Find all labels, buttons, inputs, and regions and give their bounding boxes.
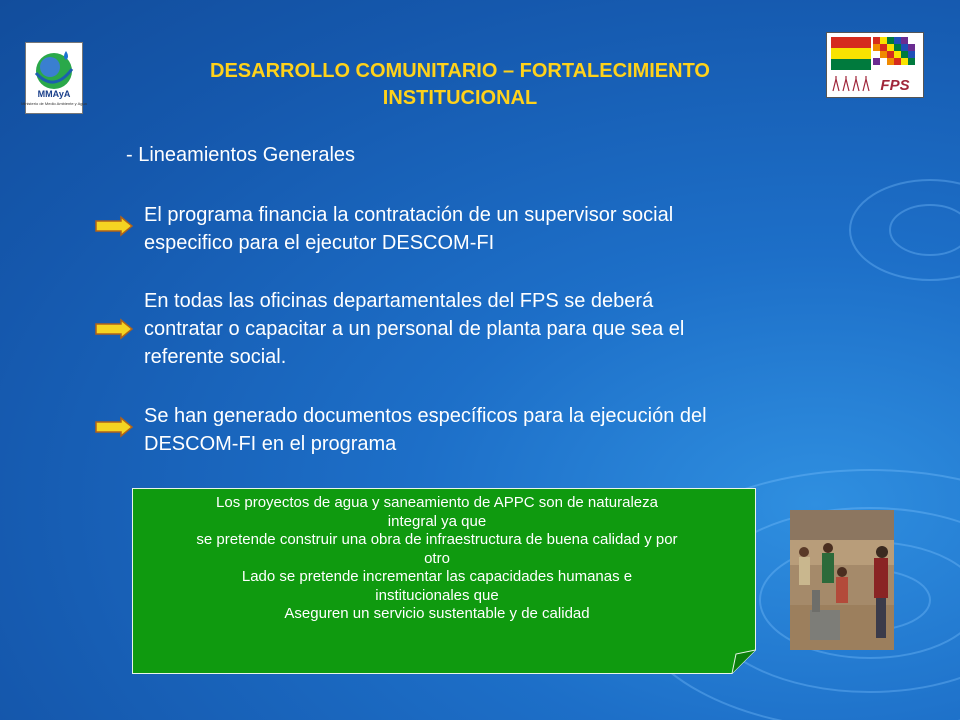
bullet-2-line-1: En todas las oficinas departamentales del FPS se deberá [144, 290, 654, 312]
right-arrow-icon [95, 320, 133, 338]
community-photo [790, 510, 894, 650]
bullet-2-line-2: contratar o capacitar a un personal de planta para que sea el [144, 318, 685, 340]
svg-text:FPS: FPS [880, 77, 910, 94]
mmaya-logo [21, 42, 87, 114]
bullet-2-line-3: referente social. [144, 346, 287, 368]
svg-text:MMAyA: MMAyA [37, 89, 71, 99]
bullet-3-line-2: DESCOM-FI en el programa [144, 433, 397, 455]
fps-logo [826, 32, 924, 98]
title-line-1: DESARROLLO COMUNITARIO – FORTALECIMIENTO [210, 60, 710, 82]
bullet-1-line-2: especifico para el ejecutor DESCOM-FI [144, 232, 495, 254]
section-heading: - Lineamientos Generales [126, 144, 356, 166]
note-line-1: Los proyectos de agua y saneamiento de APPC son de naturaleza [216, 494, 658, 511]
right-arrow-icon [95, 217, 133, 235]
note-line-7: Aseguren un servicio sustentable y de calidad [284, 605, 590, 622]
right-arrow-icon [95, 418, 133, 436]
note-line-6: institucionales que [375, 586, 499, 604]
note-line-4: otro [424, 549, 450, 567]
note-box [132, 488, 756, 674]
note-line-2: integral ya que [387, 512, 487, 530]
bullet-item-1 [144, 201, 673, 257]
slide-title [140, 58, 780, 112]
note-text [132, 494, 742, 624]
bullet-1-line-1: El programa financia la contratación de un supervisor social [144, 204, 674, 226]
bullet-item-3 [144, 402, 707, 458]
svg-text:Ministerio de Medio Ambiente y: Ministerio de Medio Ambiente y Agua [21, 101, 87, 106]
note-line-3: se pretende construir una obra de infraestructura de buena calidad y por [196, 531, 678, 548]
bullet-item-2 [144, 287, 684, 371]
title-line-2: INSTITUCIONAL [382, 87, 538, 109]
note-line-5: Lado se pretende incrementar las capacidades humanas e [241, 568, 633, 585]
bullet-3-line-1: Se han generado documentos específicos para la ejecución del [144, 405, 707, 427]
